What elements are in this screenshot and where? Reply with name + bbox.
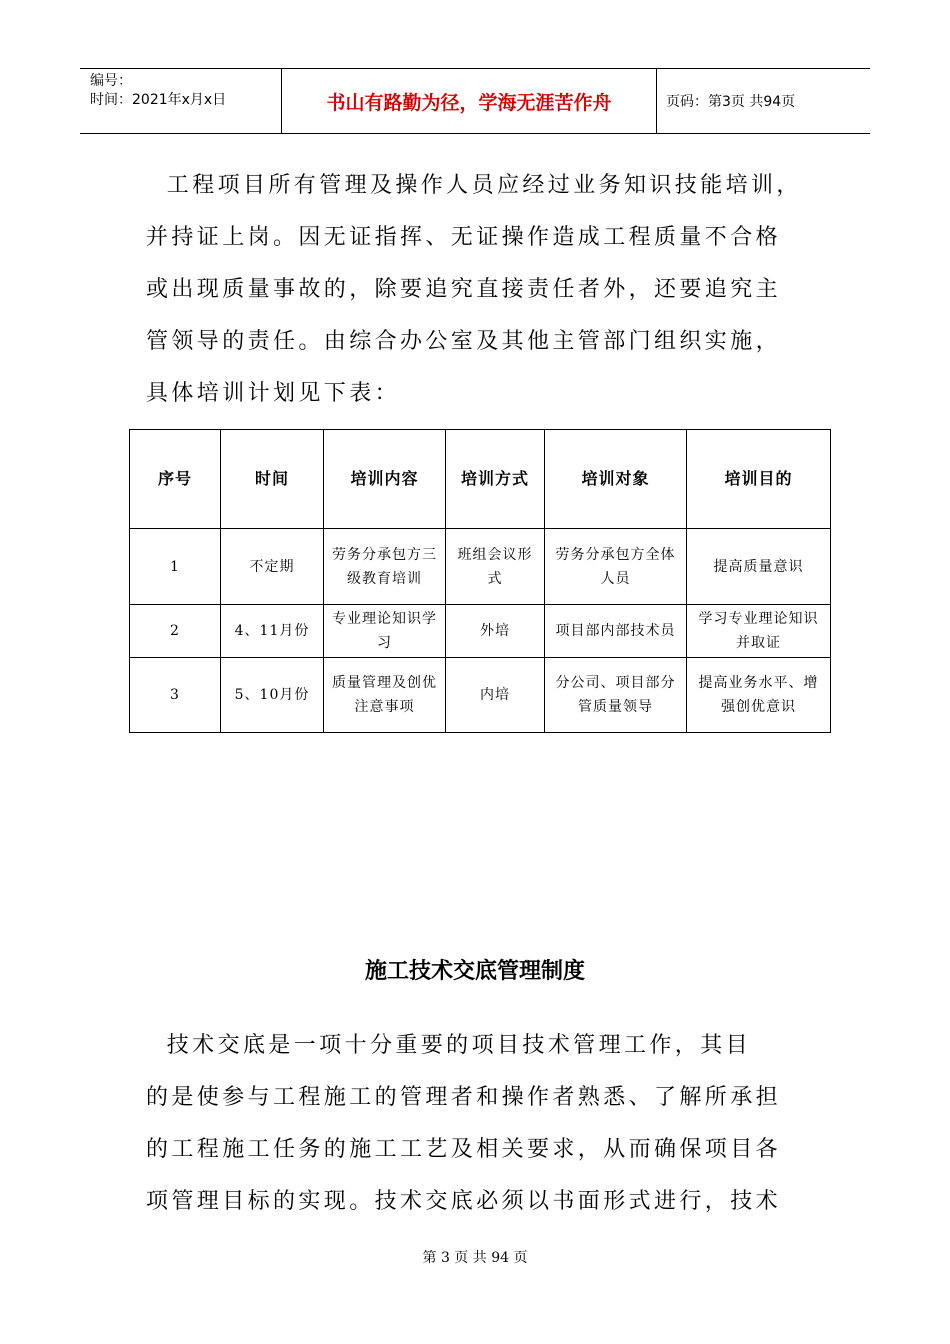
- section-line: 的是使参与工程施工的管理者和操作者熟悉、了解所承担: [146, 1085, 782, 1110]
- section-paragraph: [146, 1020, 811, 1228]
- cell-index: 2: [130, 605, 221, 658]
- col-header-method: 培训方式: [446, 430, 545, 529]
- cell-purpose: 提高业务水平、增强创优意识: [687, 658, 831, 733]
- cell-index: 3: [130, 658, 221, 733]
- col-header-audience: 培训对象: [545, 430, 687, 529]
- intro-line: 具体培训计划见下表：: [146, 381, 401, 406]
- section-line: 技术交底是一项十分重要的项目技术管理工作，其目: [146, 1033, 751, 1058]
- cell-content: 质量管理及创优注意事项: [324, 658, 446, 733]
- cell-content: 专业理论知识学习: [324, 605, 446, 658]
- cell-purpose: 提高质量意识: [687, 529, 831, 605]
- document-date: 时间：2021年x月x日: [90, 92, 227, 108]
- cell-purpose: 学习专业理论知识并取证: [687, 605, 831, 658]
- col-header-time: 时间: [221, 430, 324, 529]
- table-row: [130, 529, 831, 605]
- intro-line: 或出现质量事故的，除要追究直接责任者外，还要追究主: [146, 277, 782, 302]
- cell-time: 5、10月份: [221, 658, 324, 733]
- header-meta: [80, 69, 282, 133]
- table-row: [130, 658, 831, 733]
- section-line: 项管理目标的实现。技术交底必须以书面形式进行，技术: [146, 1189, 782, 1214]
- col-header-purpose: 培训目的: [687, 430, 831, 529]
- cell-time: 4、11月份: [221, 605, 324, 658]
- section-line: 的工程施工任务的施工工艺及相关要求，从而确保项目各: [146, 1137, 782, 1162]
- header-page-info: 页码：第3页 共94页: [666, 94, 796, 110]
- table-row: [130, 605, 831, 658]
- intro-line: 并持证上岗。因无证指挥、无证操作造成工程质量不合格: [146, 225, 782, 250]
- training-plan-table: [129, 429, 831, 733]
- cell-audience: 劳务分承包方全体人员: [545, 529, 687, 605]
- cell-time: 不定期: [221, 529, 324, 605]
- cell-method: 班组会议形式: [446, 529, 545, 605]
- cell-method: 外培: [446, 605, 545, 658]
- intro-paragraph: [146, 160, 811, 420]
- page-footer: 第 3 页 共 94 页: [422, 1250, 528, 1266]
- intro-line: 管领导的责任。由综合办公室及其他主管部门组织实施，: [146, 329, 782, 354]
- cell-content: 劳务分承包方三级教育培训: [324, 529, 446, 605]
- document-number-label: 编号：: [90, 73, 132, 89]
- intro-line: 工程项目所有管理及操作人员应经过业务知识技能培训，: [146, 173, 802, 198]
- cell-audience: 分公司、项目部分管质量领导: [545, 658, 687, 733]
- table-header-row: [130, 430, 831, 529]
- col-header-index: 序号: [130, 430, 221, 529]
- section-title: 施工技术交底管理制度: [364, 959, 585, 984]
- cell-method: 内培: [446, 658, 545, 733]
- cell-audience: 项目部内部技术员: [545, 605, 687, 658]
- cell-index: 1: [130, 529, 221, 605]
- col-header-content: 培训内容: [324, 430, 446, 529]
- header-motto: 书山有路勤为径，学海无涯苦作舟: [282, 69, 657, 133]
- page-header: [80, 68, 870, 134]
